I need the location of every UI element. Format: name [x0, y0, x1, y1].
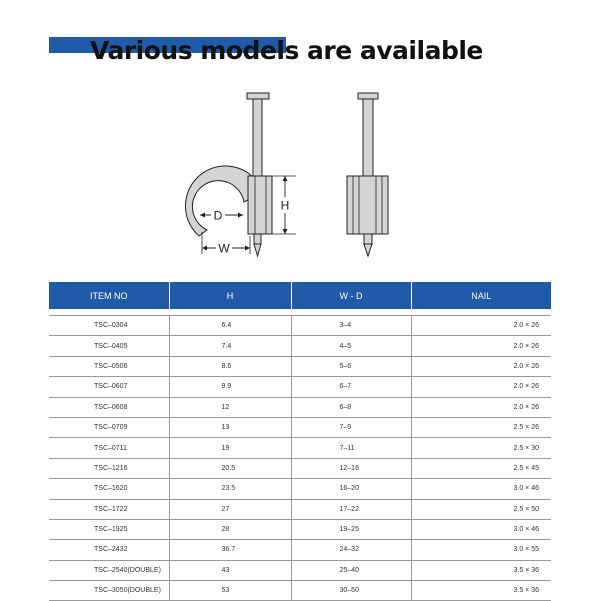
table-row [49, 499, 551, 519]
specification-table [49, 282, 551, 601]
cell-item-no: TSC–0607 [49, 377, 169, 397]
table-row [49, 356, 551, 376]
cell-nail: 2.0 × 26 [411, 356, 551, 376]
cell-h: 7.4 [169, 336, 291, 356]
table-body [49, 309, 551, 601]
cell-item-no: TSC–0304 [49, 316, 169, 336]
label-w: W [218, 241, 230, 256]
cell-nail: 2.5 × 26 [411, 417, 551, 437]
cell-w-d: 17–22 [291, 499, 411, 519]
table-row [49, 438, 551, 458]
nail-tip-side [364, 244, 372, 256]
header-item-no: ITEM NO [49, 282, 169, 309]
arrow [202, 246, 207, 251]
cell-w-d: 24–32 [291, 540, 411, 560]
cell-nail: 2.0 × 26 [411, 397, 551, 417]
nail-tip-front [254, 244, 261, 256]
cell-w-d: 6–8 [291, 397, 411, 417]
cell-w-d: 6–7 [291, 377, 411, 397]
table-row [49, 458, 551, 478]
cell-w-d: 7–11 [291, 438, 411, 458]
page-title: Various models are available [90, 36, 483, 65]
cell-nail: 3.0 × 46 [411, 519, 551, 539]
cell-nail: 2.5 × 30 [411, 438, 551, 458]
table-row [49, 540, 551, 560]
cell-item-no: TSC–0709 [49, 417, 169, 437]
cell-h: 28 [169, 519, 291, 539]
cell-item-no: TSC–1722 [49, 499, 169, 519]
cell-item-no: TSC–3050(DOUBLE) [49, 581, 169, 601]
table-row [49, 397, 551, 417]
nail-shank-side [363, 99, 373, 177]
cell-h: 23.5 [169, 479, 291, 499]
nail-shank-front [253, 99, 262, 177]
front-view [185, 93, 296, 256]
cell-h: 53 [169, 581, 291, 601]
arrow [283, 176, 288, 181]
label-d: D [213, 208, 223, 223]
table-row [49, 560, 551, 580]
cell-h: 9.9 [169, 377, 291, 397]
cell-nail: 2.0 × 26 [411, 377, 551, 397]
cell-w-d: 25–40 [291, 560, 411, 580]
arrow [283, 229, 288, 234]
cell-item-no: TSC–1620 [49, 479, 169, 499]
clip-block-front [248, 176, 272, 234]
cell-nail: 2.0 × 26 [411, 336, 551, 356]
cell-h: 36.7 [169, 540, 291, 560]
cell-nail: 2.5 × 50 [411, 499, 551, 519]
nail-lower-front [254, 234, 261, 244]
table-row [49, 336, 551, 356]
cell-nail: 3.0 × 55 [411, 540, 551, 560]
cell-nail: 2.5 × 45 [411, 458, 551, 478]
cell-w-d: 4–5 [291, 336, 411, 356]
cell-item-no: TSC–2540(DOUBLE) [49, 560, 169, 580]
cell-item-no: TSC–0405 [49, 336, 169, 356]
nail-lower-side [364, 234, 372, 244]
cell-item-no: TSC–0506 [49, 356, 169, 376]
cell-h: 43 [169, 560, 291, 580]
cell-nail: 3.5 × 36 [411, 581, 551, 601]
table-row [49, 519, 551, 539]
arrow [200, 213, 205, 218]
cell-item-no: TSC–1216 [49, 458, 169, 478]
nail-head-side [358, 93, 378, 99]
header-w-d: W - D [291, 282, 411, 309]
cell-h: 12 [169, 397, 291, 417]
table-row [49, 479, 551, 499]
cell-w-d: 30–50 [291, 581, 411, 601]
cell-item-no: TSC–0711 [49, 438, 169, 458]
cell-h: 20.5 [169, 458, 291, 478]
cell-h: 6.4 [169, 316, 291, 336]
cell-item-no: TSC–2432 [49, 540, 169, 560]
cell-item-no: TSC–0608 [49, 397, 169, 417]
cell-w-d: 5–6 [291, 356, 411, 376]
cell-h: 13 [169, 417, 291, 437]
cell-w-d: 16–20 [291, 479, 411, 499]
cell-h: 8.6 [169, 356, 291, 376]
cell-w-d: 3–4 [291, 316, 411, 336]
header-h: H [169, 282, 291, 309]
cable-clip-diagram [0, 85, 600, 265]
table-row [49, 316, 551, 336]
nail-head-front [247, 93, 269, 99]
cell-h: 19 [169, 438, 291, 458]
table-row [49, 417, 551, 437]
cell-nail: 2.0 × 26 [411, 316, 551, 336]
arrow [245, 246, 250, 251]
cell-h: 27 [169, 499, 291, 519]
cell-nail: 3.5 × 36 [411, 560, 551, 580]
header-nail: NAIL [411, 282, 551, 309]
cell-w-d: 12–16 [291, 458, 411, 478]
cell-nail: 3.0 × 46 [411, 479, 551, 499]
table-row [49, 581, 551, 601]
cell-w-d: 7–9 [291, 417, 411, 437]
cell-w-d: 19–25 [291, 519, 411, 539]
arrow [238, 213, 243, 218]
clip-ring [185, 166, 252, 236]
cell-item-no: TSC–1925 [49, 519, 169, 539]
label-h: H [280, 198, 290, 213]
table-header-row [49, 282, 551, 309]
table-row [49, 377, 551, 397]
side-view [347, 93, 388, 256]
